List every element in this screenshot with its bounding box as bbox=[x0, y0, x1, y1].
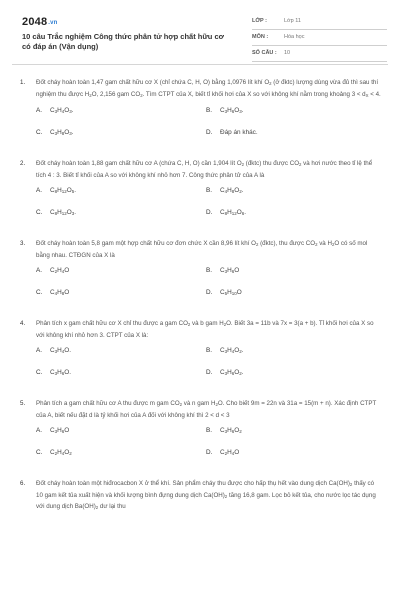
option-text: $C_3H_6O_3$. bbox=[220, 107, 244, 114]
answer-option[interactable] bbox=[36, 129, 206, 151]
option-letter: A. bbox=[36, 107, 43, 114]
question-number: 5. bbox=[20, 400, 26, 407]
answer-option[interactable] bbox=[206, 369, 376, 391]
answer-option[interactable] bbox=[206, 129, 376, 151]
question-item bbox=[20, 239, 382, 311]
answer-options bbox=[36, 347, 382, 391]
answer-option[interactable] bbox=[36, 427, 206, 449]
option-letter: C. bbox=[36, 129, 43, 136]
option-letter: A. bbox=[36, 427, 43, 434]
option-text: $C_2H_4O_2$ bbox=[50, 449, 72, 456]
question-item bbox=[20, 319, 382, 391]
question-text: Đốt cháy hoàn toàn 1,88 gam chất hữu cơ A (chứa C, H, O) cần 1,904 lít $O_2$ (đktc) thu được $CO_2$ và hơi nước theo tỉ lệ thể tích 4 : 3. Biết tỉ khối của A so với không khí nhỏ hơn 7. Công thức phân tử của A là bbox=[36, 160, 373, 179]
meta-label: MÔN : bbox=[252, 34, 269, 40]
meta-label: LỚP : bbox=[252, 18, 267, 24]
answer-option[interactable] bbox=[36, 209, 206, 231]
answer-options bbox=[36, 267, 382, 311]
option-text: $C_3H_4O$. bbox=[50, 347, 71, 354]
option-letter: D. bbox=[206, 129, 213, 136]
option-letter: C. bbox=[36, 369, 43, 376]
option-text: $C_3H_6O$. bbox=[50, 369, 71, 376]
answer-option[interactable] bbox=[36, 267, 206, 289]
question-text: Đốt cháy hoàn toàn 5,8 gam một hợp chất hữu cơ đơn chức X cần 8,96 lít khí $O_2$ (đktc), thu được $CO_2$ và $H_2O$ có số mol bằng nhau. CTĐGN của X là bbox=[36, 240, 368, 259]
option-letter: A. bbox=[36, 267, 43, 274]
option-letter: D. bbox=[206, 449, 213, 456]
question-number: 3. bbox=[20, 240, 26, 247]
header-divider bbox=[12, 64, 388, 65]
meta-value: 10 bbox=[284, 50, 291, 56]
option-text: $C_8H_{12}O_5$. bbox=[50, 187, 76, 194]
answer-option[interactable] bbox=[36, 347, 206, 369]
question-item bbox=[20, 479, 382, 514]
meta-table bbox=[252, 14, 387, 62]
answer-option[interactable] bbox=[206, 289, 376, 311]
answer-option[interactable] bbox=[206, 267, 376, 289]
answer-option[interactable] bbox=[36, 449, 206, 471]
question-text: Đốt cháy hoàn toàn một hiđrocacbon X ở thể khí. Sản phẩm cháy thu được cho hấp thụ hết vào dung dịch $Ca(OH)_2$ thấy có 10 gam kết tủa xuất hiện và khối lượng bình đựng dung dịch $Ca(OH)_2$ tăng 16,8 gam. Lọc bỏ kết tủa, cho nước lọc tác dụng với dung dịch $Ba(OH)_2$ dư lại thu bbox=[36, 480, 376, 510]
option-letter: C. bbox=[36, 449, 43, 456]
option-text: Đáp án khác. bbox=[220, 129, 258, 136]
answer-option[interactable] bbox=[206, 427, 376, 449]
answer-options bbox=[36, 427, 382, 471]
answer-option[interactable] bbox=[206, 449, 376, 471]
answer-option[interactable] bbox=[206, 347, 376, 369]
option-text: $C_4H_8O$ bbox=[50, 289, 70, 296]
question-item bbox=[20, 399, 382, 471]
option-text: $C_8H_{12}O_3$. bbox=[50, 209, 76, 216]
answer-option[interactable] bbox=[36, 187, 206, 209]
question-number: 6. bbox=[20, 480, 26, 487]
answer-options bbox=[36, 187, 382, 231]
option-letter: A. bbox=[36, 347, 43, 354]
document-title: 10 câu Trắc nghiệm Công thức phân tử hợp chất hữu cơ có đáp án (Vận dụng) bbox=[22, 32, 224, 51]
option-letter: C. bbox=[36, 209, 43, 216]
option-text: $C_3H_4O_2$. bbox=[220, 347, 244, 354]
answer-option[interactable] bbox=[36, 107, 206, 129]
question-number: 4. bbox=[20, 320, 26, 327]
question-text: Phân tích a gam chất hữu cơ A thu được m gam $CO_2$ và n gam $H_2O$. Cho biết 9m = 22n và 31a = 15(m + n). Xác định CTPT của A, biết nếu đặt d là tỷ khối hơi của A đối với không khí thì 2 < d < 3 bbox=[36, 400, 377, 419]
option-letter: B. bbox=[206, 187, 213, 194]
option-letter: A. bbox=[36, 187, 43, 194]
option-text: $C_3H_4O_3$. bbox=[50, 107, 74, 114]
option-letter: D. bbox=[206, 209, 213, 216]
option-text: $C_8H_{12}O_6$. bbox=[220, 209, 246, 216]
option-text: $C_5H_{10}O$ bbox=[220, 289, 242, 296]
question-text: Đốt cháy hoàn toàn 1,47 gam chất hữu cơ X (chỉ chứa C, H, O) bằng 1,0976 lít khí $O_2$ (ở đktc) lượng dùng vừa đủ thì sau thí nghiệm thu được $H_2O$, 2,156 gam $CO_2$. Tìm CTPT của X, biết tỉ khối hơi của X so với không khí nằm trong khoảng $3 < d_X < 4$. bbox=[36, 79, 381, 98]
answer-option[interactable] bbox=[206, 209, 376, 231]
option-text: $C_4H_8O_2$. bbox=[220, 187, 244, 194]
question-number: 2. bbox=[20, 160, 26, 167]
question-list bbox=[20, 78, 382, 522]
question-number: 1. bbox=[20, 79, 26, 86]
option-letter: B. bbox=[206, 267, 213, 274]
meta-value: Hóa học bbox=[284, 34, 305, 40]
answer-option[interactable] bbox=[36, 369, 206, 391]
option-letter: D. bbox=[206, 369, 213, 376]
option-letter: B. bbox=[206, 347, 213, 354]
option-letter: B. bbox=[206, 427, 213, 434]
meta-value: Lớp 11 bbox=[284, 18, 301, 24]
answer-option[interactable] bbox=[36, 289, 206, 311]
meta-row bbox=[252, 46, 387, 62]
option-text: $C_3H_6O$ bbox=[220, 267, 240, 274]
answer-option[interactable] bbox=[206, 107, 376, 129]
option-text: $C_3H_6O_2$ bbox=[220, 427, 242, 434]
option-text: $C_2H_4O$ bbox=[220, 449, 240, 456]
option-text: $C_3H_6O$ bbox=[50, 427, 70, 434]
answer-option[interactable] bbox=[206, 187, 376, 209]
option-letter: B. bbox=[206, 107, 213, 114]
question-item bbox=[20, 159, 382, 231]
answer-options bbox=[36, 107, 382, 151]
option-text: $C_3H_8O_3$. bbox=[50, 129, 74, 136]
option-text: $C_3H_6O_2$. bbox=[220, 369, 244, 376]
site-logo[interactable] bbox=[22, 16, 58, 28]
meta-label: SỐ CÂU : bbox=[252, 50, 277, 56]
option-text: $C_2H_4O$ bbox=[50, 267, 70, 274]
option-letter: D. bbox=[206, 289, 213, 296]
option-letter: C. bbox=[36, 289, 43, 296]
question-text: Phân tích x gam chất hữu cơ X chỉ thu được a gam $CO_2$ và b gam $H_2O$. Biết 3a = 11b và 7x = 3(a + b). Tỉ khối hơi của X so với không khí nhỏ hơn 3. CTPT của X là: bbox=[36, 320, 374, 339]
meta-row bbox=[252, 14, 387, 30]
meta-row bbox=[252, 30, 387, 46]
logo-text: 2048 bbox=[22, 16, 48, 28]
logo-suffix: .vn bbox=[48, 20, 58, 26]
question-item bbox=[20, 78, 382, 151]
